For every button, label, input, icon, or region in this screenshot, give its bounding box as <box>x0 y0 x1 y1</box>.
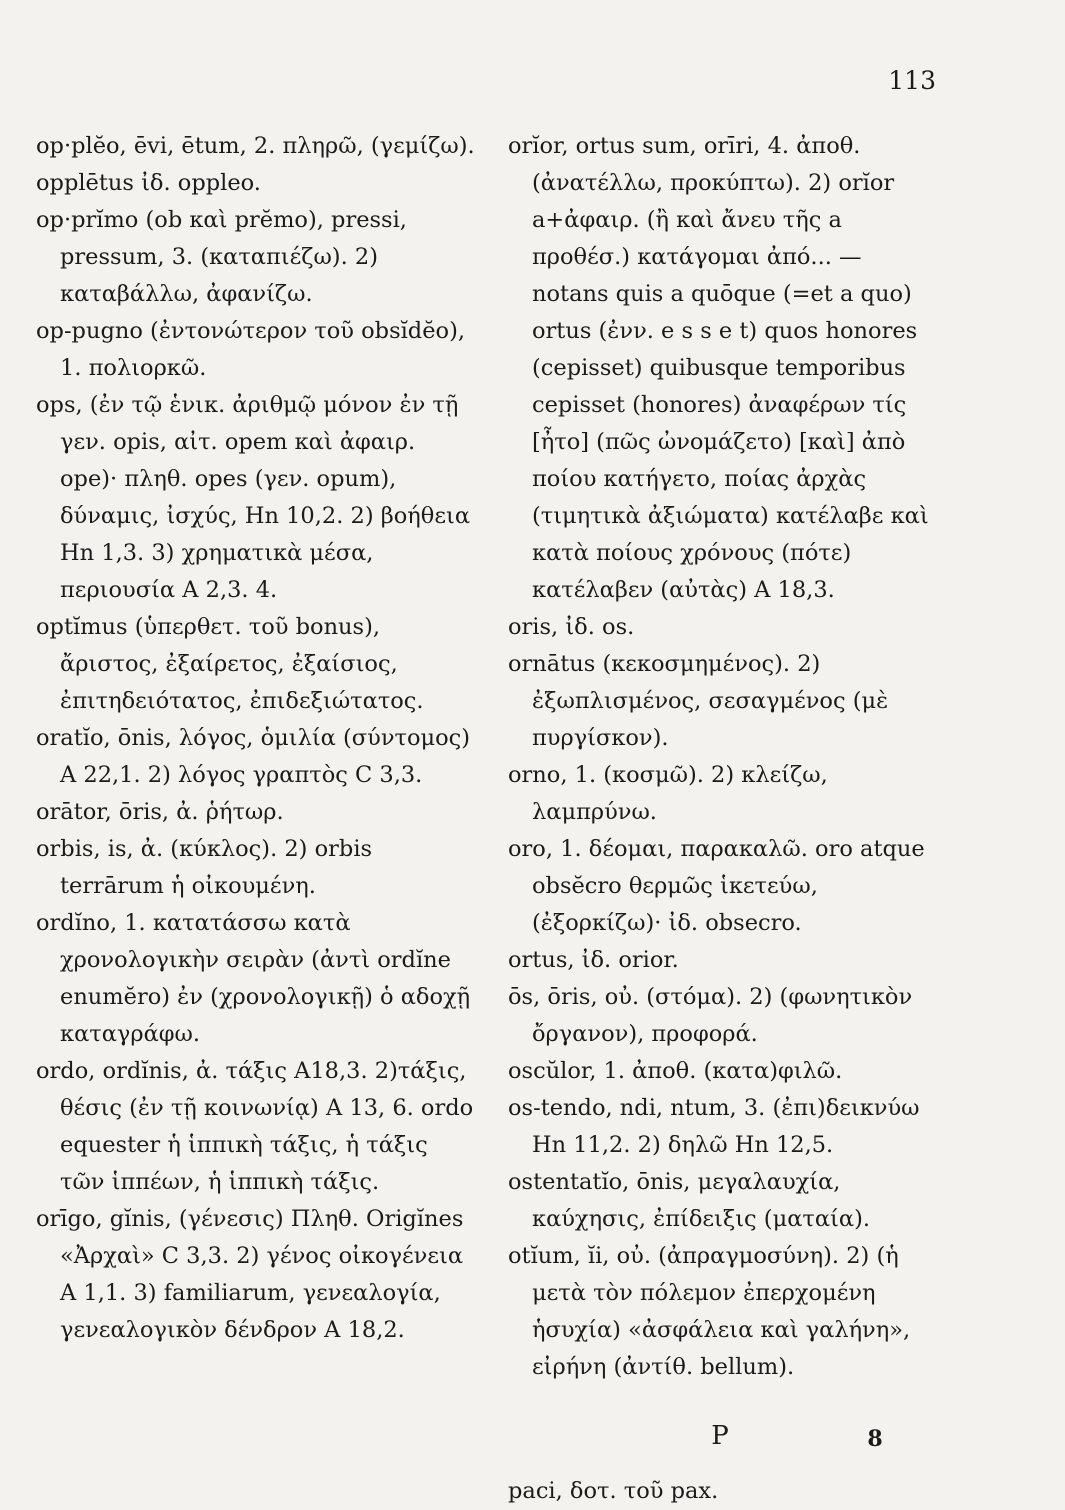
dictionary-entry: orīgo, gĭnis, (γένεσις) Πληθ. Origĭnes «Ἀρχαὶ» C 3,3. 2) γένος οἰκογένεια A 1,1. 3) familiarum, γενεαλογία, γενεαλογικὸν δένδρον A 18,2. <box>36 1206 464 1343</box>
page-number: 113 <box>888 66 936 95</box>
dictionary-entry: oratĭo, ōnis, λόγος, ὁμιλία (σύντομος) A 22,1. 2) λόγος γραπτὸς C 3,3. <box>36 725 471 788</box>
dictionary-entry: ortus, ἰδ. orior. <box>508 947 679 973</box>
dictionary-entry: ōs, ōris, οὐ. (στόμα). 2) (φωνητικὸν ὄργανον), προφορά. <box>508 984 913 1047</box>
dictionary-entry: oscŭlor, 1. ἀποθ. (κατα)φιλῶ. <box>508 1058 843 1084</box>
dictionary-entry: op·plĕo, ēvi, ētum, 2. πληρῶ, (γεμίζω). <box>36 133 475 159</box>
dictionary-entry: orātor, ōris, ἀ. ῥήτωρ. <box>36 799 284 825</box>
dictionary-entry: os-tendo, ndi, ntum, 3. (ἐπι)δεικνύω Hn 11,2. 2) δηλῶ Hn 12,5. <box>508 1095 920 1158</box>
dictionary-entry: oris, ἰδ. os. <box>508 614 635 640</box>
dictionary-entry: paci, δοτ. τοῦ pax. <box>508 1478 719 1504</box>
left-column <box>36 128 478 1349</box>
dictionary-entry: oro, 1. δέομαι, παρακαλῶ. oro atque obsĕcro θερμῶς ἱκετεύω, (ἐξορκίζω)· ἰδ. obsecro. <box>508 836 925 936</box>
section-letter-heading: P <box>711 1421 729 1451</box>
dictionary-entry: orbis, is, ἀ. (κύκλος). 2) orbis terrārum ἡ οἰκουμένη. <box>36 836 373 899</box>
dictionary-entry: ornātus (κεκοσμημένος). 2) ἐξωπλισμένος, σεσαγμένος (μὲ πυργίσκον). <box>508 651 889 751</box>
signature-mark: 8 <box>867 1426 883 1452</box>
dictionary-entry: orno, 1. (κοσμῶ). 2) κλείζω, λαμπρύνω. <box>508 762 828 825</box>
dictionary-entry: otĭum, ĭi, οὐ. (ἀπραγμοσύνη). 2) (ἡ μετὰ τὸν πόλεμον ἐπερχομένη ἡσυχία) «ἀσφάλεια καὶ γαλήνη», εἰρήνη (ἀντίθ. bellum). <box>508 1243 911 1380</box>
dictionary-entry: ops, (ἐν τῷ ἑνικ. ἀριθμῷ μόνον ἐν τῇ γεν. opis, αἰτ. opem καὶ ἀφαιρ. ope)· πληθ. opes (γεν. opum), δύναμις, ἰσχύς, Hn 10,2. 2) βοήθεια Hn 1,3. 3) χρηματικὰ μέσα, περιουσία A 2,3. 4. <box>36 392 471 603</box>
dictionary-entry: optĭmus (ὑπερθετ. τοῦ bonus), ἄριστος, ἐξαίρετος, ἐξαίσιος, ἐπιτηδειότατος, ἐπιδεξιώτατος. <box>36 614 424 714</box>
dictionary-entry: op·prĭmo (ob καὶ prĕmo), pressi, pressum, 3. (καταπιέζω). 2) καταβάλλω, ἀφανίζω. <box>36 207 407 307</box>
dictionary-entry: ordĭno, 1. κατατάσσω κατὰ χρονολογικὴν σειρὰν (ἀντὶ ordĭne enumĕro) ἐν (χρονολογικῇ) ὁ αδοχῇ καταγράφω. <box>36 910 471 1047</box>
dictionary-entry: ostentatĭo, ōnis, μεγαλαυχία, καύχησις, ἐπίδειξις (ματαία). <box>508 1169 870 1232</box>
dictionary-entry: op-pugno (ἐντονώτερον τοῦ obsĭdĕo), 1. πολιορκῶ. <box>36 318 466 381</box>
right-column <box>508 128 932 1510</box>
dictionary-entry: opplētus ἰδ. oppleo. <box>36 170 261 196</box>
dictionary-entry: orĭor, ortus sum, orīri, 4. ἀποθ. (ἀνατέλλω, προκύπτω). 2) orĭor a+ἀφαιρ. (ἢ καὶ ἄνευ τῆς a προθέσ.) κατάγομαι ἀπό... — notans quis a quōque (=et a quo) ortus (ἐνν. e s s e t) quos honores (cepisset) quibusque tempori̇bus cepisset (honores) ἀναφέρων τίς [ἦτο] (πῶς ὠνομάζετο) [καὶ] ἀπὸ ποίου κατήγετο, ποίας ἀρχὰς (τιμητικὰ ἀξιώματα) κατέλαβε καὶ κατὰ ποίους χρόνους (πότε) κατέλαβεν (αὐτὰς) A 18,3. <box>508 133 929 603</box>
dictionary-entry: ordo, ordĭnis, ἀ. τάξις A18,3. 2)τάξις, θέσις (ἐν τῇ κοινωνίᾳ) A 13, 6. ordo equester ἡ ἱππικὴ τάξις, ἡ τάξις τῶν ἱππέων, ἡ ἱππικὴ τάξις. <box>36 1058 474 1195</box>
